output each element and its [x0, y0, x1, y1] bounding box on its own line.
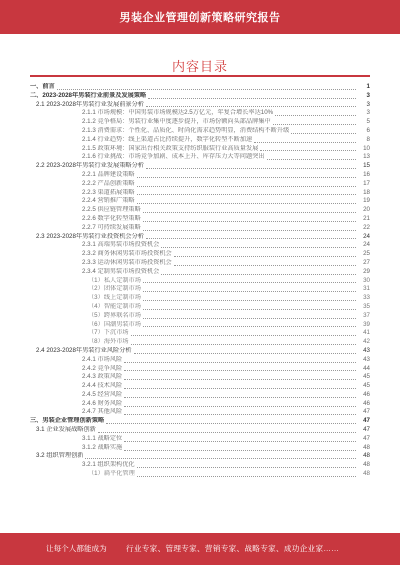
toc-entry-page: 15: [363, 162, 370, 170]
toc-entry[interactable]: [30, 162, 370, 171]
toc-leader-dots: [124, 379, 356, 380]
toc-leader-dots: [143, 309, 356, 310]
footer-roles: 行业专家、管理专家、营销专家、战略专家、成功企业家……: [126, 544, 340, 553]
toc-entry-page: 3: [366, 91, 370, 99]
toc-entry-page: 48: [363, 461, 370, 469]
toc-leader-dots: [124, 362, 356, 363]
toc-entry-page: 6: [366, 126, 370, 134]
toc-entry-text: （6）国潮男装市场: [88, 320, 141, 328]
toc-entry-page: 16: [363, 170, 370, 178]
toc-title: 内容目录: [171, 59, 228, 74]
toc-entry-page: 39: [363, 320, 370, 328]
toc-leader-dots: [98, 432, 356, 433]
toc-entry[interactable]: [30, 470, 370, 479]
toc-entry[interactable]: [30, 153, 370, 162]
toc-entry[interactable]: [30, 400, 370, 409]
toc-entry-text: 2.2.1 品牌建设策略: [82, 170, 135, 178]
toc-entry[interactable]: [30, 277, 370, 286]
toc-entry-page: 47: [363, 434, 370, 442]
toc-entry[interactable]: [30, 92, 370, 101]
toc-leader-dots: [143, 318, 356, 319]
toc-leader-dots: [124, 370, 356, 371]
toc-entry-text: 2.4.6 财务风险: [82, 399, 123, 407]
toc-entry[interactable]: [30, 233, 370, 242]
toc-leader-dots: [131, 335, 356, 336]
toc-entry-text: 2.3.4 定制男装市场投资机会: [82, 267, 160, 275]
toc-leader-dots: [143, 221, 356, 222]
toc-entry-page: 3: [366, 109, 370, 117]
toc-entry[interactable]: [30, 259, 370, 268]
toc-entry-text: 2.4.1 市场风险: [82, 355, 123, 363]
toc-entry-page: 47: [363, 426, 370, 434]
toc-entry-text: 一、前言: [30, 83, 55, 90]
toc-entry[interactable]: [30, 268, 370, 277]
toc-leader-dots: [146, 168, 356, 169]
toc-entry-text: （1）扁平化管理: [88, 470, 135, 478]
toc-leader-dots: [124, 450, 356, 451]
toc-entry-text: 2.2.2 产品创新策略: [82, 179, 135, 187]
toc-entry[interactable]: [30, 391, 370, 400]
toc-entry[interactable]: [30, 136, 370, 145]
toc-entry[interactable]: [30, 303, 370, 312]
toc-entry-text: 2.3.2 商务休闲男装市场投资机会: [82, 250, 172, 258]
toc-entry-page: 46: [363, 399, 370, 407]
toc-leader-dots: [273, 124, 356, 125]
toc-leader-dots: [124, 414, 356, 415]
toc-entry-page: 43: [363, 355, 370, 363]
toc-entry-text: 2.1.3 消费需求：个性化、品质化、时尚化需求趋势明显，消费结构不断升级: [82, 126, 290, 134]
toc-entry-text: 2.4.4 技术风险: [82, 382, 123, 390]
toc-entry[interactable]: [30, 109, 370, 118]
toc-leader-dots: [124, 406, 356, 407]
toc-entry[interactable]: [30, 338, 370, 347]
toc-entry-text: 2.1.4 行业趋势：线上渠道占比持续提升，数字化转型不断加速: [82, 135, 253, 143]
report-header-bar: [0, 0, 400, 34]
toc-entry[interactable]: [30, 145, 370, 154]
toc-leader-dots: [137, 194, 356, 195]
toc-entry-text: 2.2.3 渠道拓展策略: [82, 188, 135, 196]
footer-bar: [0, 533, 400, 565]
toc-entry-text: 2.1.5 政策环境：国家出台相关政策支持纺织服装行业高质量发展: [82, 144, 259, 152]
toc-entry-text: 3.2 组织管理创新: [36, 452, 84, 460]
toc-entry-page: 48: [363, 470, 370, 478]
toc-entry-page: 45: [363, 373, 370, 381]
toc-leader-dots: [143, 230, 356, 231]
toc-entry-page: 41: [363, 329, 370, 337]
toc-entry-page: 1: [366, 83, 370, 90]
toc-entry[interactable]: [30, 373, 370, 382]
toc-entry-text: 2.4.7 其他风险: [82, 408, 123, 416]
toc-entry[interactable]: [30, 206, 370, 215]
toc-entry-text: （3）线上定制市场: [88, 294, 141, 302]
toc-leader-dots: [137, 186, 356, 187]
toc-entry[interactable]: [30, 312, 370, 321]
toc-leader-dots: [291, 133, 356, 134]
toc-leader-dots: [143, 282, 356, 283]
toc-entry-text: 2.1.6 行业挑战：市场竞争加剧、成本上升、库存压力大等问题突出: [82, 153, 265, 161]
toc-entry-text: 2.1.1 市场规模：中国男装市场规模达2.5万亿元，年复合增长率达10%: [82, 109, 274, 117]
toc-entry-text: 2.2.6 数字化转型策略: [82, 214, 141, 222]
toc-entry-page: 42: [363, 338, 370, 346]
toc-entry[interactable]: [30, 347, 370, 356]
toc-leader-dots: [106, 423, 356, 424]
toc-leader-dots: [148, 98, 356, 99]
toc-entry-text: （4）智能定制市场: [88, 302, 141, 310]
toc-entry-text: 2.4 2023-2028年男装行业风险分析: [36, 346, 132, 354]
toc-entry[interactable]: [30, 118, 370, 127]
toc-leader-dots: [143, 212, 356, 213]
toc-entry-text: 2.3.3 运动休闲男装市场投资机会: [82, 258, 172, 266]
toc-entry-page: 24: [363, 241, 370, 249]
toc-entry-text: （5）跨界联名市场: [88, 311, 141, 319]
toc-entry-text: 3.2.1 组织架构优化: [82, 461, 135, 469]
toc-entry-page: 13: [363, 153, 370, 161]
toc-entry-page: 27: [363, 258, 370, 266]
toc-entry-page: 45: [363, 382, 370, 390]
toc-leader-dots: [124, 388, 356, 389]
toc-leader-dots: [137, 177, 356, 178]
toc-entry[interactable]: [30, 127, 370, 136]
toc-entry[interactable]: [30, 321, 370, 330]
toc-entry-page: 48: [363, 452, 370, 460]
toc-entry-text: 2.4.2 竞争风险: [82, 364, 123, 372]
toc-entry-page: 35: [363, 302, 370, 310]
toc-leader-dots: [137, 467, 356, 468]
toc-entry-text: 2.3.1 高端男装市场投资机会: [82, 241, 160, 249]
toc-entry-page: 19: [363, 197, 370, 205]
toc-entry[interactable]: [30, 382, 370, 391]
toc-entry[interactable]: [30, 329, 370, 338]
table-of-contents: [30, 83, 370, 479]
footer-slogan: 让每个人都能成为: [46, 544, 107, 553]
toc-leader-dots: [174, 256, 356, 257]
toc-entry-text: 2.2 2023-2028年男装行业发展策略分析: [36, 162, 144, 170]
toc-entry-page: 3: [366, 100, 370, 108]
toc-entry-text: （7）下沉市场: [88, 329, 129, 337]
toc-entry-page: 48: [363, 443, 370, 451]
toc-entry-page: 5: [366, 118, 370, 126]
toc-leader-dots: [143, 291, 356, 292]
report-title: 男装企业管理创新策略研究报告: [119, 12, 281, 24]
toc-entry-text: 2.2.4 营销推广策略: [82, 197, 135, 205]
toc-entry[interactable]: [30, 285, 370, 294]
toc-leader-dots: [174, 265, 356, 266]
toc-leader-dots: [143, 300, 356, 301]
toc-leader-dots: [85, 458, 356, 459]
toc-entry[interactable]: [30, 189, 370, 198]
toc-entry-page: 24: [363, 232, 370, 240]
toc-entry-text: （1）私人定制市场: [88, 276, 141, 284]
toc-entry-page: 47: [363, 408, 370, 416]
toc-entry-page: 47: [363, 417, 370, 425]
toc-leader-dots: [124, 397, 356, 398]
toc-entry[interactable]: [30, 356, 370, 365]
toc-entry[interactable]: [30, 83, 370, 92]
toc-entry-text: 3.1.1 战略定位: [82, 434, 123, 442]
toc-entry-text: 二、2023-2028年男装行业前景及发展策略: [30, 91, 147, 99]
toc-entry-page: 17: [363, 179, 370, 187]
toc-entry[interactable]: [30, 444, 370, 453]
toc-entry-page: 22: [363, 223, 370, 231]
toc-entry[interactable]: [30, 408, 370, 417]
toc-entry-text: 2.4.3 政策风险: [82, 373, 123, 381]
toc-entry-page: 37: [363, 311, 370, 319]
toc-entry-page: 10: [363, 144, 370, 152]
toc-entry-text: 2.3 2023-2028年男装行业投资机会分析: [36, 232, 144, 240]
toc-leader-dots: [260, 150, 356, 151]
toc-entry-text: 3.1.2 战略实施: [82, 443, 123, 451]
toc-leader-dots: [161, 247, 356, 248]
toc-entry[interactable]: [30, 101, 370, 110]
toc-entry-text: （8）海外市场: [88, 338, 129, 346]
toc-entry-page: 33: [363, 294, 370, 302]
toc-leader-dots: [131, 344, 356, 345]
toc-leader-dots: [267, 159, 356, 160]
toc-entry[interactable]: [30, 417, 370, 426]
toc-entry-page: 21: [363, 214, 370, 222]
toc-entry-text: 2.4.5 经营风险: [82, 390, 123, 398]
toc-entry-text: 2.2.7 可持续发展策略: [82, 223, 141, 231]
toc-entry-text: （2）团体定制市场: [88, 285, 141, 293]
toc-entry[interactable]: [30, 294, 370, 303]
toc-entry-text: 3.1 企业发展战略创新: [36, 426, 96, 434]
toc-entry-page: 30: [363, 276, 370, 284]
toc-leader-dots: [57, 89, 356, 90]
toc-entry[interactable]: [30, 224, 370, 233]
toc-entry-page: 46: [363, 390, 370, 398]
toc-leader-dots: [146, 238, 356, 239]
toc-leader-dots: [254, 142, 356, 143]
toc-entry-page: 31: [363, 285, 370, 293]
toc-entry[interactable]: [30, 435, 370, 444]
toc-entry-page: 25: [363, 250, 370, 258]
toc-entry-text: 2.1 2023-2028年男装行业发展前景分析: [36, 100, 144, 108]
toc-entry[interactable]: [30, 215, 370, 224]
toc-entry[interactable]: [30, 461, 370, 470]
toc-leader-dots: [137, 476, 356, 477]
toc-entry[interactable]: [30, 426, 370, 435]
toc-entry-text: 2.2.5 供应链管理策略: [82, 206, 141, 214]
toc-top-rule: [30, 75, 370, 77]
toc-entry-page: 43: [363, 346, 370, 354]
toc-leader-dots: [137, 203, 356, 204]
toc-entry-page: 44: [363, 364, 370, 372]
toc-entry[interactable]: [30, 180, 370, 189]
toc-leader-dots: [134, 353, 356, 354]
toc-entry-page: 8: [366, 135, 370, 143]
toc-entry[interactable]: [30, 197, 370, 206]
toc-entry-text: 三、男装企业管理创新策略: [30, 417, 105, 425]
toc-entry-text: 2.1.2 竞争格局：男装行业集中度逐步提升，市场份额向头部品牌集中: [82, 118, 271, 126]
toc-entry-page: 29: [363, 267, 370, 275]
toc-entry-page: 20: [363, 206, 370, 214]
toc-leader-dots: [146, 106, 356, 107]
toc-leader-dots: [161, 274, 356, 275]
toc-entry[interactable]: [30, 241, 370, 250]
toc-entry[interactable]: [30, 452, 370, 461]
toc-leader-dots: [275, 115, 356, 116]
toc-entry-page: 18: [363, 188, 370, 196]
toc-leader-dots: [124, 441, 356, 442]
toc-entry[interactable]: [30, 250, 370, 259]
toc-entry[interactable]: [30, 171, 370, 180]
toc-entry[interactable]: [30, 365, 370, 374]
toc-leader-dots: [143, 326, 356, 327]
